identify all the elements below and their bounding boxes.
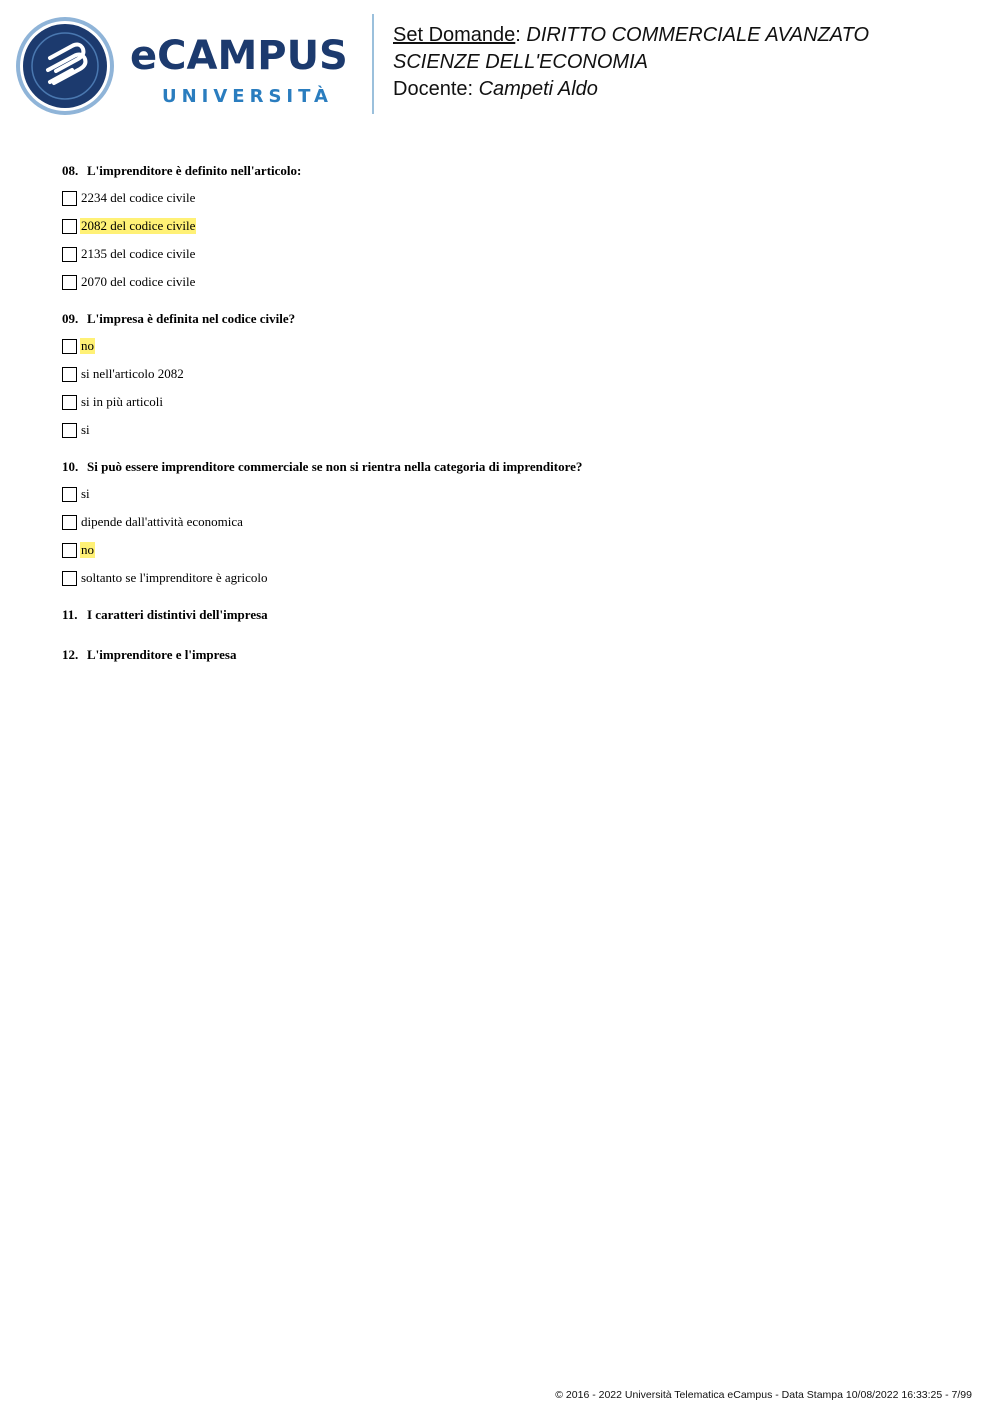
option-label-highlighted: no	[81, 542, 94, 557]
option-label: si nell'articolo 2082	[81, 366, 184, 381]
answer-checkbox[interactable]	[62, 571, 77, 586]
answer-checkbox[interactable]	[62, 219, 77, 234]
question-11	[62, 606, 962, 624]
logo-subtitle: UNIVERSITÀ	[162, 86, 333, 107]
question-number: 09.	[62, 311, 79, 326]
header-info	[393, 22, 869, 103]
question-number: 08.	[62, 163, 79, 178]
option-label: 2135 del codice civile	[81, 246, 196, 261]
question-09	[62, 310, 962, 440]
answer-option[interactable]	[62, 512, 962, 532]
logo-brand: eCAMPUS	[130, 33, 348, 79]
answer-option[interactable]	[62, 420, 962, 440]
answer-checkbox[interactable]	[62, 275, 77, 290]
answer-checkbox[interactable]	[62, 339, 77, 354]
question-text: L'imprenditore e l'impresa	[87, 647, 237, 662]
option-label: 2070 del codice civile	[81, 274, 196, 289]
faculty-name: SCIENZE DELL'ECONOMIA	[393, 51, 648, 73]
header-divider	[372, 14, 374, 114]
option-label-highlighted: no	[81, 338, 94, 353]
answer-checkbox[interactable]	[62, 515, 77, 530]
answer-option[interactable]	[62, 244, 962, 264]
course-line	[393, 22, 869, 49]
question-08	[62, 162, 962, 292]
answer-checkbox[interactable]	[62, 191, 77, 206]
answer-option[interactable]	[62, 336, 962, 356]
answer-option[interactable]	[62, 272, 962, 292]
teacher-name: Campeti Aldo	[478, 78, 598, 100]
answer-option[interactable]	[62, 364, 962, 384]
answer-option[interactable]	[62, 540, 962, 560]
answer-checkbox[interactable]	[62, 395, 77, 410]
answer-option[interactable]	[62, 216, 962, 236]
set-separator: :	[515, 24, 527, 46]
set-label: Set Domande	[393, 24, 516, 46]
ecampus-logo	[130, 33, 360, 116]
answer-checkbox[interactable]	[62, 423, 77, 438]
question-number: 10.	[62, 459, 79, 474]
question-title	[62, 458, 962, 476]
option-label: si	[81, 422, 90, 437]
option-label-highlighted: 2082 del codice civile	[81, 218, 196, 233]
page-header	[0, 0, 1000, 130]
page-footer: © 2016 - 2022 Università Telematica eCampus - Data Stampa 10/08/2022 16:33:25 - 7/99	[555, 1389, 972, 1401]
question-10	[62, 458, 962, 588]
answer-option[interactable]	[62, 188, 962, 208]
questions-list	[62, 162, 962, 686]
option-label: soltanto se l'imprenditore è agricolo	[81, 570, 268, 585]
answer-option[interactable]	[62, 568, 962, 588]
ecampus-seal-icon	[14, 16, 116, 116]
answer-checkbox[interactable]	[62, 247, 77, 262]
answer-checkbox[interactable]	[62, 367, 77, 382]
question-text: L'imprenditore è definito nell'articolo:	[87, 163, 302, 178]
question-title	[62, 162, 962, 180]
answer-option[interactable]	[62, 484, 962, 504]
option-label: si	[81, 486, 90, 501]
answer-checkbox[interactable]	[62, 543, 77, 558]
teacher-label: Docente:	[393, 78, 479, 100]
option-label: 2234 del codice civile	[81, 190, 196, 205]
question-text: L'impresa è definita nel codice civile?	[87, 311, 296, 326]
question-number: 11.	[62, 607, 78, 622]
question-title	[62, 310, 962, 328]
answer-option[interactable]	[62, 392, 962, 412]
question-text: I caratteri distintivi dell'impresa	[87, 607, 268, 622]
question-number: 12.	[62, 647, 79, 662]
option-label: dipende dall'attività economica	[81, 514, 243, 529]
answer-checkbox[interactable]	[62, 487, 77, 502]
question-12	[62, 646, 962, 664]
option-label: si in più articoli	[81, 394, 163, 409]
question-text: Si può essere imprenditore commerciale se non si rientra nella categoria di imprenditore?	[87, 459, 583, 474]
course-title: DIRITTO COMMERCIALE AVANZATO	[526, 24, 870, 46]
teacher-line	[393, 76, 869, 103]
